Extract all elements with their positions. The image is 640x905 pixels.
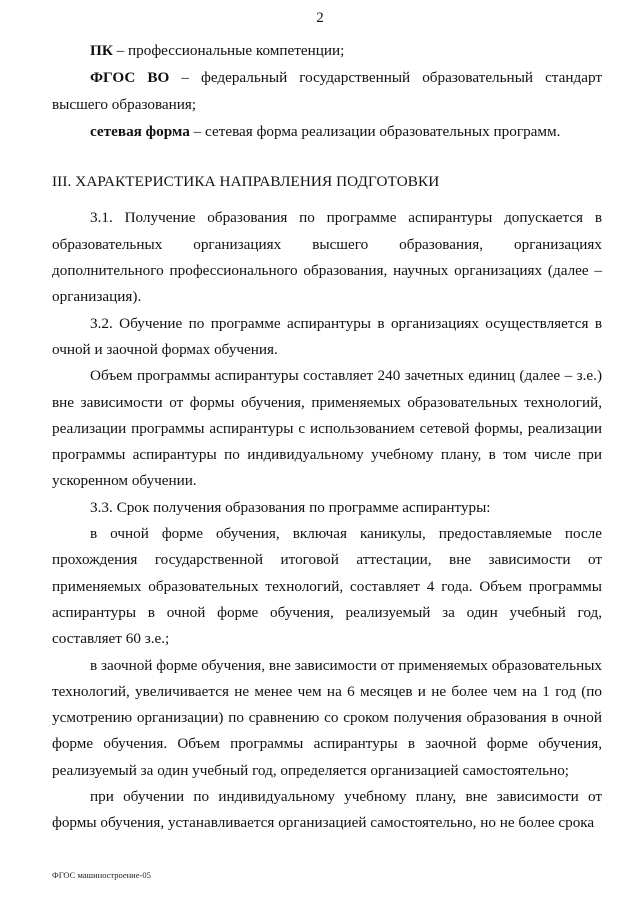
definition-term: ФГОС ВО <box>90 69 170 87</box>
definition-term: сетевая форма <box>90 122 190 140</box>
paragraph-individual-plan: при обучении по индивидуальному учебному плану, вне зависимости от формы обучения, устанавливается организацией самостоятельно, но не более срока <box>52 788 602 832</box>
definition-text: – сетевая форма реализации образовательных программ. <box>189 122 561 140</box>
paragraph-3-1: 3.1. Получение образования по программе аспирантуры допускается в образовательных организациях высшего образования, организациях дополнительного профессионального образования, научных организациях (далее – организация). <box>52 209 602 306</box>
definition-text: – федеральный государственный образовательный стандарт высшего образования; <box>52 69 602 113</box>
paragraph-3-3: 3.3. Срок получения образования по программе аспирантуры: <box>90 498 491 516</box>
paragraph-full-time: в очной форме обучения, включая каникулы, предоставляемые после прохождения государственной итоговой аттестации, вне зависимости от применяемых образовательных технологий, составляет 4 года. Объем программы аспирантуры в очной форме обучения, реализуемый за один учебный год, составляет 60 з.е.; <box>52 525 602 648</box>
definition-pk <box>52 38 602 64</box>
footer-note: ФГОС машиностроение-05 <box>52 870 151 880</box>
section-heading: III. ХАРАКТЕРИСТИКА НАПРАВЛЕНИЯ ПОДГОТОВКИ <box>52 173 440 191</box>
definition-network-form <box>52 119 602 145</box>
paragraph-program-volume: Объем программы аспирантуры составляет 240 зачетных единиц (далее – з.е.) вне зависимости от формы обучения, применяемых образовательных технологий, реализации программы аспирантуры с использованием сетевой формы, реализации программы аспирантуры по индивидуальному учебному плану, в том числе при ускоренном обучении. <box>52 367 602 490</box>
paragraph-part-time: в заочной форме обучения, вне зависимости от применяемых образовательных технологий, увеличивается не менее чем на 6 месяцев и не более чем на 1 год (по усмотрению организации) по сравнению со сроком получения образования в очной форме обучения. Объем программы аспирантуры в заочной форме обучения, реализуемый за один учебный год, определяется организацией самостоятельно; <box>52 656 602 779</box>
definition-text: – профессиональные компетенции; <box>112 42 345 59</box>
definition-term: ПК <box>90 42 113 59</box>
document-body <box>52 38 602 837</box>
page-number: 2 <box>316 10 324 26</box>
paragraph-3-2: 3.2. Обучение по программе аспирантуры в организациях осуществляется в очной и заочной формах обучения. <box>52 314 602 358</box>
definition-fgos-vo <box>52 65 602 118</box>
